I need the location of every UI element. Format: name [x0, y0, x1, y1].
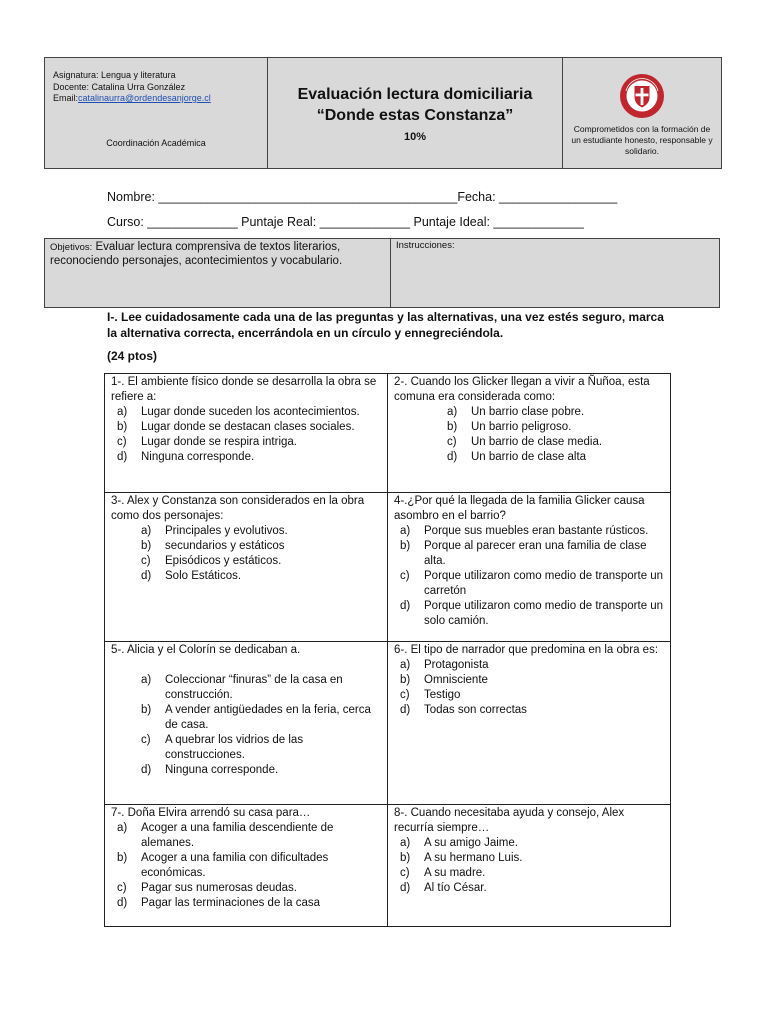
- option-text: Ninguna corresponde.: [165, 764, 279, 776]
- name-date-fields[interactable]: Nombre: ___________________________________________Fecha: _________________: [107, 190, 618, 204]
- option-d[interactable]: [117, 450, 383, 465]
- option-c[interactable]: [117, 435, 383, 450]
- option-text: Lugar donde se respira intriga.: [141, 436, 297, 448]
- option-a[interactable]: [400, 524, 666, 539]
- question-stem: 6-. El tipo de narrador que predomina en la obra es:: [394, 644, 659, 656]
- option-list: [141, 524, 383, 584]
- course-info: [53, 70, 211, 105]
- option-list: [400, 836, 666, 896]
- option-c[interactable]: [447, 435, 666, 450]
- section-instruction: I-. Lee cuidadosamente cada una de las preguntas y las alternativas, una vez estés seguro, marca la alternativa correcta, encerrándola en un círculo y ennegreciéndola.: [107, 310, 664, 340]
- option-c[interactable]: [141, 554, 383, 569]
- question-8: [388, 805, 671, 927]
- questions-table: [104, 373, 671, 927]
- option-letter: d): [141, 570, 152, 582]
- option-a[interactable]: [117, 405, 383, 420]
- option-letter: d): [447, 451, 458, 463]
- option-letter: b): [141, 540, 152, 552]
- objectives-text: Evaluar lectura comprensiva de textos literarios, reconociendo personajes, acontecimientos y vocabulario.: [50, 241, 343, 267]
- instructions-cell: [391, 239, 720, 308]
- option-letter: c): [117, 882, 127, 894]
- option-letter: a): [447, 406, 458, 418]
- option-a[interactable]: [117, 821, 383, 851]
- option-letter: c): [141, 555, 151, 567]
- instructions-label: Instrucciones:: [396, 240, 455, 251]
- objectives-table: [44, 238, 720, 308]
- option-letter: d): [400, 704, 411, 716]
- option-text: Porque al parecer eran una familia de clase alta.: [424, 540, 647, 567]
- school-cell: [563, 58, 722, 169]
- option-text: Un barrio clase pobre.: [471, 406, 585, 418]
- option-d[interactable]: [400, 703, 666, 718]
- option-a[interactable]: [141, 524, 383, 539]
- option-letter: a): [117, 406, 128, 418]
- section-points: (24 ptos): [107, 349, 158, 363]
- school-crest-icon: [619, 73, 665, 119]
- option-text: Omnisciente: [424, 674, 488, 686]
- option-letter: d): [117, 897, 128, 909]
- option-list: [447, 405, 666, 465]
- spacer: [111, 658, 383, 673]
- option-text: Ninguna corresponde.: [141, 451, 255, 463]
- option-text: Principales y evolutivos.: [165, 525, 288, 537]
- option-b[interactable]: [117, 851, 383, 881]
- question-stem: 2-. Cuando los Glicker llegan a vivir a Ñuñoa, esta comuna era considerada como:: [394, 376, 650, 403]
- option-d[interactable]: [141, 763, 383, 778]
- option-c[interactable]: [117, 881, 383, 896]
- email-label: Email:: [53, 93, 79, 103]
- option-text: Solo Estáticos.: [165, 570, 242, 582]
- option-list: [141, 673, 383, 778]
- academic-coordination-label: Coordinación Académica: [106, 138, 206, 148]
- option-letter: a): [400, 525, 411, 537]
- option-letter: c): [141, 734, 151, 746]
- option-b[interactable]: [141, 539, 383, 554]
- option-c[interactable]: [141, 733, 383, 763]
- option-text: secundarios y estáticos: [165, 540, 285, 552]
- question-3: [105, 493, 388, 642]
- option-letter: a): [141, 525, 152, 537]
- question-4: [388, 493, 671, 642]
- option-letter: c): [400, 570, 410, 582]
- option-text: Episódicos y estáticos.: [165, 555, 282, 567]
- score-fields[interactable]: Curso: _____________ Puntaje Real: _____________ Puntaje Ideal: _____________: [107, 215, 584, 229]
- option-letter: b): [400, 540, 411, 552]
- option-a[interactable]: [400, 658, 666, 673]
- email-link[interactable]: catalinaurra@ordendesanjorge.cl: [78, 93, 211, 103]
- question-2: [388, 374, 671, 493]
- option-letter: b): [117, 421, 128, 433]
- question-6: [388, 642, 671, 805]
- option-letter: b): [400, 674, 411, 686]
- option-text: A vender antigüedades en la feria, cerca de casa.: [165, 704, 371, 731]
- option-letter: c): [447, 436, 457, 448]
- option-text: Pagar sus numerosas deudas.: [141, 882, 297, 894]
- option-d[interactable]: [400, 881, 666, 896]
- subject-label: Asignatura: Lengua y literatura: [53, 70, 176, 80]
- option-text: A su amigo Jaime.: [424, 837, 518, 849]
- option-c[interactable]: [400, 688, 666, 703]
- header-table: [44, 57, 722, 169]
- option-b[interactable]: [400, 673, 666, 688]
- option-text: Lugar donde suceden los acontecimientos.: [141, 406, 360, 418]
- option-letter: b): [400, 852, 411, 864]
- option-text: Acoger a una familia descendiente de alemanes.: [141, 822, 334, 849]
- option-c[interactable]: [400, 866, 666, 881]
- question-stem: 3-. Alex y Constanza son considerados en la obra como dos personajes:: [111, 495, 365, 522]
- question-1: [105, 374, 388, 493]
- school-logo: [619, 73, 665, 119]
- weight-percentage: 10%: [403, 130, 427, 143]
- course-info-cell: [45, 58, 268, 169]
- option-list: [117, 821, 383, 911]
- option-letter: b): [117, 852, 128, 864]
- option-text: Un barrio de clase alta: [471, 451, 587, 463]
- evaluation-title: Evaluación lectura domiciliaria: [297, 85, 533, 103]
- option-text: Porque utilizaron como medio de transporte un carretón: [424, 570, 664, 597]
- option-letter: d): [400, 600, 411, 612]
- option-text: Porque utilizaron como medio de transporte un solo camión.: [424, 600, 664, 627]
- objectives-cell: [45, 239, 391, 308]
- option-letter: d): [400, 882, 411, 894]
- option-d[interactable]: [117, 896, 383, 911]
- option-text: A su hermano Luis.: [424, 852, 523, 864]
- option-c[interactable]: [400, 569, 666, 599]
- option-text: Coleccionar “finuras” de la casa en construcción.: [165, 674, 343, 701]
- option-text: Todas son correctas: [424, 704, 527, 716]
- option-text: Al tío César.: [424, 882, 487, 894]
- school-motto: Comprometidos con la formación de un estudiante honesto, responsable y solidario.: [571, 124, 713, 156]
- teacher-label: Docente: Catalina Urra González: [53, 81, 186, 92]
- objectives-label: Objetivos:: [50, 242, 93, 253]
- option-b[interactable]: [117, 420, 383, 435]
- option-text: Pagar las terminaciones de la casa: [141, 897, 320, 909]
- option-text: Un barrio peligroso.: [471, 421, 572, 433]
- option-letter: c): [400, 689, 410, 701]
- option-text: Porque sus muebles eran bastante rústicos.: [424, 525, 649, 537]
- option-letter: c): [400, 867, 410, 879]
- option-letter: b): [141, 704, 152, 716]
- option-b[interactable]: [400, 851, 666, 866]
- option-a[interactable]: [400, 836, 666, 851]
- option-b[interactable]: [141, 703, 383, 733]
- option-a[interactable]: [141, 673, 383, 703]
- option-d[interactable]: [447, 450, 666, 465]
- option-letter: a): [400, 837, 411, 849]
- option-letter: d): [117, 451, 128, 463]
- option-text: Lugar donde se destacan clases sociales.: [141, 421, 355, 433]
- option-text: Testigo: [424, 689, 461, 701]
- option-text: A su madre.: [424, 867, 486, 879]
- option-letter: a): [141, 674, 152, 686]
- email-line: [53, 93, 211, 105]
- question-stem: 8-. Cuando necesitaba ayuda y consejo, Alex recurría siempre…: [394, 807, 625, 834]
- title-cell: [268, 58, 563, 169]
- option-text: Protagonista: [424, 659, 489, 671]
- option-list: [400, 524, 666, 629]
- question-5: [105, 642, 388, 805]
- option-b[interactable]: [400, 539, 666, 569]
- option-b[interactable]: [447, 420, 666, 435]
- question-stem: 5-. Alicia y el Colorín se dedicaban a.: [111, 644, 301, 656]
- option-text: Un barrio de clase media.: [471, 436, 603, 448]
- option-text: Acoger a una familia con dificultades económicas.: [141, 852, 329, 879]
- option-text: A quebrar los vidrios de las construcciones.: [165, 734, 304, 761]
- option-letter: b): [447, 421, 458, 433]
- question-stem: 1-. El ambiente físico donde se desarrolla la obra se refiere a:: [111, 376, 377, 403]
- book-title: “Donde estas Constanza”: [316, 106, 514, 124]
- option-a[interactable]: [447, 405, 666, 420]
- option-d[interactable]: [400, 599, 666, 629]
- question-stem: 4-.¿Por qué la llegada de la familia Glicker causa asombro en el barrio?: [394, 495, 645, 522]
- option-list: [117, 405, 383, 465]
- question-7: [105, 805, 388, 927]
- option-letter: a): [400, 659, 411, 671]
- option-letter: d): [141, 764, 152, 776]
- option-d[interactable]: [141, 569, 383, 584]
- question-stem: 7-. Doña Elvira arrendó su casa para…: [111, 807, 311, 819]
- option-list: [400, 658, 666, 718]
- option-letter: a): [117, 822, 128, 834]
- option-letter: c): [117, 436, 127, 448]
